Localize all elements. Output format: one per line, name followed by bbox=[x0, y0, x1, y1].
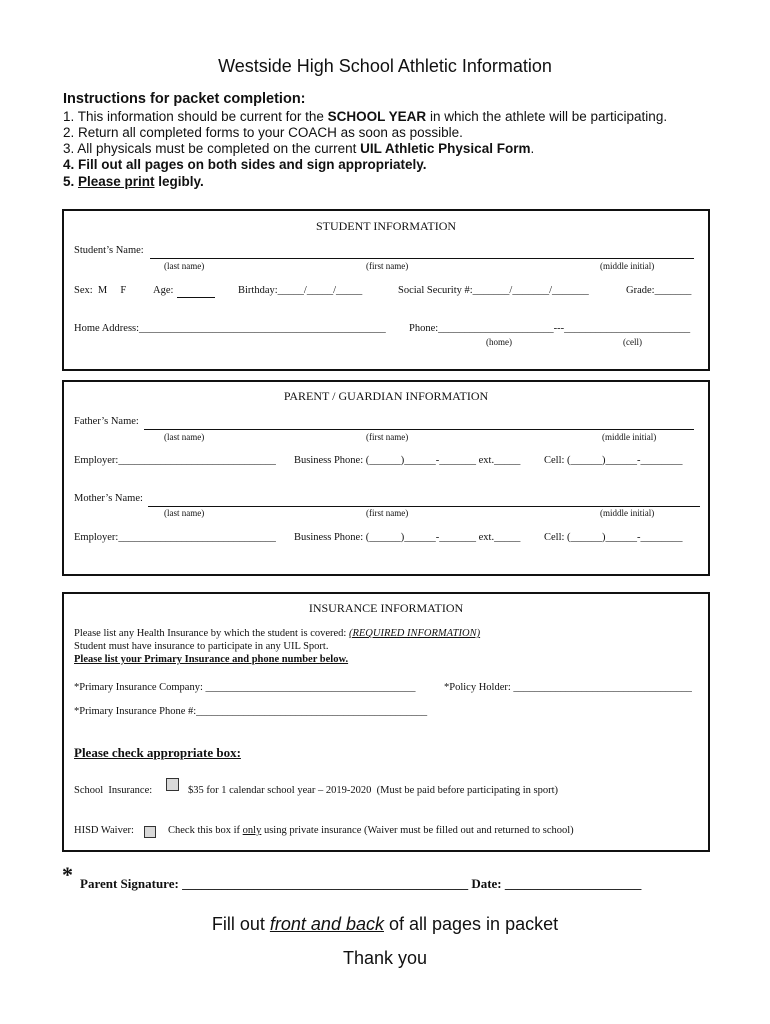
student-last-name-hint: (last name) bbox=[164, 261, 205, 271]
mother-name-field[interactable] bbox=[148, 506, 700, 507]
mother-business-phone-field[interactable]: Business Phone: (______)______-_______ ext._____ bbox=[294, 532, 521, 543]
student-phone-home-hint: (home) bbox=[486, 337, 512, 347]
father-employer-field[interactable]: Employer:______________________________ bbox=[74, 455, 276, 466]
father-middle-initial-hint: (middle initial) bbox=[602, 432, 657, 442]
parent-section-heading: PARENT / GUARDIAN INFORMATION bbox=[283, 389, 489, 403]
instruction-item-5: 5. Please print legibly. bbox=[63, 174, 204, 189]
mother-middle-initial-hint: (middle initial) bbox=[600, 508, 655, 518]
parent-guardian-section bbox=[62, 380, 710, 576]
student-sex-field[interactable]: Sex: M F bbox=[74, 285, 127, 296]
insurance-section-heading: INSURANCE INFORMATION bbox=[308, 601, 464, 615]
instruction-item-1: 1. This information should be current for the SCHOOL YEAR in which the athlete will be participating. bbox=[63, 109, 668, 124]
closing-instruction: Fill out front and back of all pages in packet bbox=[211, 914, 559, 934]
student-information-section bbox=[62, 209, 710, 371]
instructions-heading: Instructions for packet completion: bbox=[63, 91, 306, 107]
student-phone-field[interactable]: Phone:______________________---________________________ bbox=[409, 323, 691, 334]
parent-signature-date-field[interactable]: Parent Signature: ____________________________________________ Date: _____________________ bbox=[80, 876, 642, 891]
father-business-phone-field[interactable]: Business Phone: (______)______-_______ ext._____ bbox=[294, 455, 521, 466]
primary-insurance-phone-field[interactable]: *Primary Insurance Phone #:____________________________________________ bbox=[74, 706, 428, 717]
student-age-field[interactable] bbox=[177, 297, 215, 298]
closing-thank-you: Thank you bbox=[342, 948, 428, 968]
father-last-name-hint: (last name) bbox=[164, 432, 205, 442]
student-first-name-hint: (first name) bbox=[366, 261, 409, 271]
school-insurance-checkbox[interactable] bbox=[166, 778, 179, 791]
student-name-field[interactable] bbox=[150, 258, 694, 259]
policy-holder-field[interactable]: *Policy Holder: __________________________________ bbox=[444, 682, 692, 693]
school-insurance-description: $35 for 1 calendar school year – 2019-2020 (Must be paid before participating in sport) bbox=[188, 785, 559, 796]
student-home-address-field[interactable]: Home Address:_______________________________________________ bbox=[74, 323, 386, 334]
father-name-label: Father’s Name: bbox=[74, 416, 139, 427]
student-phone-cell-hint: (cell) bbox=[623, 337, 642, 347]
insurance-instruction-line-2: Student must have insurance to participate in any UIL Sport. bbox=[74, 641, 329, 652]
instruction-item-4: 4. Fill out all pages on both sides and sign appropriately. bbox=[63, 157, 427, 172]
check-box-heading: Please check appropriate box: bbox=[74, 745, 241, 760]
school-insurance-label: School Insurance: bbox=[74, 785, 153, 796]
student-birthday-field[interactable]: Birthday:_____/_____/_____ bbox=[238, 285, 363, 296]
student-section-heading: STUDENT INFORMATION bbox=[315, 219, 457, 233]
hisd-waiver-description: Check this box if only using private insurance (Waiver must be filled out and returned to school) bbox=[168, 825, 574, 836]
mother-first-name-hint: (first name) bbox=[366, 508, 409, 518]
insurance-instruction-line-3: Please list your Primary Insurance and phone number below. bbox=[74, 654, 349, 665]
mother-last-name-hint: (last name) bbox=[164, 508, 205, 518]
student-age-label: Age: bbox=[153, 285, 174, 296]
student-grade-field[interactable]: Grade:_______ bbox=[626, 285, 692, 296]
instruction-item-2: 2. Return all completed forms to your COACH as soon as possible. bbox=[63, 125, 463, 140]
required-asterisk-icon: * bbox=[62, 862, 73, 887]
student-ssn-field[interactable]: Social Security #:_______/_______/_______ bbox=[398, 285, 589, 296]
primary-insurance-company-field[interactable]: *Primary Insurance Company: ________________________________________ bbox=[74, 682, 416, 693]
hisd-waiver-checkbox[interactable] bbox=[144, 826, 156, 838]
instruction-item-3: 3. All physicals must be completed on the current UIL Athletic Physical Form. bbox=[63, 141, 535, 156]
father-first-name-hint: (first name) bbox=[366, 432, 409, 442]
insurance-section bbox=[62, 592, 710, 852]
student-middle-initial-hint: (middle initial) bbox=[600, 261, 655, 271]
student-name-label: Student’s Name: bbox=[74, 245, 144, 256]
hisd-waiver-label: HISD Waiver: bbox=[74, 825, 134, 836]
mother-cell-field[interactable]: Cell: (______)______-________ bbox=[544, 532, 683, 543]
father-name-field[interactable] bbox=[144, 429, 694, 430]
mother-name-label: Mother’s Name: bbox=[74, 493, 143, 504]
insurance-instruction-line-1: Please list any Health Insurance by which the student is covered: (REQUIRED INFORMATION) bbox=[74, 628, 481, 639]
father-cell-field[interactable]: Cell: (______)______-________ bbox=[544, 455, 683, 466]
page-title: Westside High School Athletic Information bbox=[218, 56, 552, 76]
mother-employer-field[interactable]: Employer:______________________________ bbox=[74, 532, 276, 543]
